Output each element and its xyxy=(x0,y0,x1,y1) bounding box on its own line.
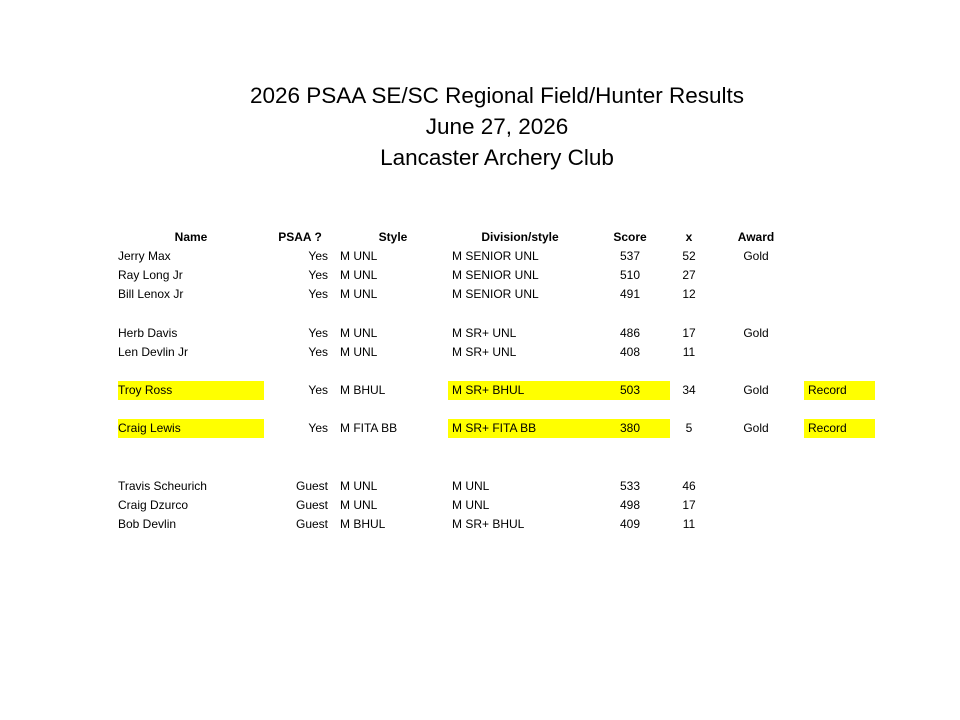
cell-award xyxy=(708,265,804,284)
cell-x: 17 xyxy=(682,498,696,513)
cell-psaa: Yes xyxy=(308,248,328,263)
cell-award xyxy=(708,496,804,515)
table-header-row xyxy=(116,227,875,246)
cell-record xyxy=(804,246,875,265)
cell-psaa: Yes xyxy=(308,267,328,282)
title-line-date: June 27, 2026 xyxy=(425,114,569,139)
cell-score: 486 xyxy=(619,325,641,340)
cell-record xyxy=(804,515,875,534)
table-row-highlighted xyxy=(116,419,875,438)
cell-division-highlighted: M SR+ FITA BB xyxy=(448,419,590,438)
cell-name: Herb Davis xyxy=(118,325,178,340)
cell-style: M UNL xyxy=(340,248,378,263)
cell-name: Jerry Max xyxy=(118,248,171,263)
header-score: Score xyxy=(613,229,647,244)
cell-psaa: Guest xyxy=(295,517,328,532)
table-row-highlighted xyxy=(116,381,875,400)
cell-award xyxy=(708,342,804,361)
spacer-row xyxy=(116,361,875,380)
cell-division: M SR+ BHUL xyxy=(452,517,525,532)
spacer-row xyxy=(116,400,875,419)
cell-score: 408 xyxy=(619,344,641,359)
cell-score: 537 xyxy=(619,248,641,263)
table-row xyxy=(116,323,875,342)
spacer-row xyxy=(116,438,875,457)
header-psaa: PSAA ? xyxy=(278,229,322,244)
cell-style: M FITA BB xyxy=(340,421,398,436)
table-row xyxy=(116,476,875,495)
cell-record-highlighted: Record xyxy=(804,381,875,400)
table-row xyxy=(116,496,875,515)
cell-psaa: Yes xyxy=(308,325,328,340)
cell-award: Gold xyxy=(743,421,769,436)
cell-name xyxy=(116,419,266,438)
cell-record xyxy=(804,265,875,284)
cell-style: M BHUL xyxy=(340,517,386,532)
table-row xyxy=(116,515,875,534)
header-award: Award xyxy=(737,229,775,244)
cell-style: M UNL xyxy=(340,344,378,359)
cell-award xyxy=(708,515,804,534)
table-row xyxy=(116,246,875,265)
cell-name: Craig Dzurco xyxy=(118,498,189,513)
cell-psaa: Yes xyxy=(308,383,328,398)
header-record xyxy=(804,227,875,246)
cell-x: 34 xyxy=(682,383,696,398)
results-table xyxy=(116,227,875,534)
cell-record xyxy=(804,323,875,342)
cell-record xyxy=(804,476,875,495)
cell-division: M SENIOR UNL xyxy=(452,248,539,263)
cell-record-highlighted: Record xyxy=(804,419,875,438)
cell-x: 11 xyxy=(682,517,696,532)
cell-style: M BHUL xyxy=(340,383,386,398)
cell-award xyxy=(708,285,804,304)
cell-record xyxy=(804,285,875,304)
cell-score: 491 xyxy=(619,287,641,302)
cell-x: 46 xyxy=(682,479,696,494)
cell-division: M SR+ UNL xyxy=(452,325,517,340)
cell-score: 510 xyxy=(619,267,641,282)
cell-x: 27 xyxy=(682,267,696,282)
spacer-row xyxy=(116,457,875,476)
cell-x: 11 xyxy=(682,344,696,359)
cell-style: M UNL xyxy=(340,267,378,282)
cell-name: Travis Scheurich xyxy=(118,479,207,494)
table-row xyxy=(116,285,875,304)
cell-style: M UNL xyxy=(340,287,378,302)
cell-psaa: Yes xyxy=(308,344,328,359)
document-title xyxy=(0,80,960,173)
cell-name: Bill Lenox Jr xyxy=(118,287,184,302)
table-row xyxy=(116,342,875,361)
cell-psaa: Yes xyxy=(308,287,328,302)
cell-division-highlighted: M SR+ BHUL xyxy=(448,381,590,400)
highlight-name: Craig Lewis xyxy=(118,419,264,438)
title-line-event: 2026 PSAA SE/SC Regional Field/Hunter Results xyxy=(249,83,744,108)
cell-division: M SENIOR UNL xyxy=(452,267,539,282)
cell-style: M UNL xyxy=(340,479,378,494)
cell-psaa: Guest xyxy=(295,498,328,513)
cell-x: 5 xyxy=(685,421,693,436)
cell-name xyxy=(116,381,266,400)
cell-name: Len Devlin Jr xyxy=(118,344,189,359)
cell-style: M UNL xyxy=(340,498,378,513)
cell-score-highlighted: 503 xyxy=(590,381,670,400)
title-line-venue: Lancaster Archery Club xyxy=(380,145,614,170)
cell-psaa: Guest xyxy=(295,479,328,494)
cell-division: M UNL xyxy=(452,479,490,494)
cell-division: M UNL xyxy=(452,498,490,513)
cell-psaa: Yes xyxy=(308,421,328,436)
cell-score-highlighted: 380 xyxy=(590,419,670,438)
header-division: Division/style xyxy=(481,229,559,244)
cell-award xyxy=(708,476,804,495)
header-style: Style xyxy=(378,229,408,244)
cell-x: 12 xyxy=(682,287,696,302)
cell-score: 498 xyxy=(619,498,641,513)
cell-award: Gold xyxy=(743,248,769,263)
cell-score: 409 xyxy=(619,517,641,532)
spacer-row xyxy=(116,304,875,323)
cell-division: M SENIOR UNL xyxy=(452,287,539,302)
cell-name: Bob Devlin xyxy=(118,517,177,532)
cell-style: M UNL xyxy=(340,325,378,340)
cell-award: Gold xyxy=(743,383,769,398)
highlight-name: Troy Ross xyxy=(118,381,264,400)
cell-division: M SR+ UNL xyxy=(452,344,517,359)
cell-score: 533 xyxy=(619,479,641,494)
cell-award: Gold xyxy=(743,325,769,340)
header-name: Name xyxy=(174,229,208,244)
header-x: x xyxy=(685,229,693,244)
table-row xyxy=(116,265,875,284)
cell-x: 17 xyxy=(682,325,696,340)
cell-x: 52 xyxy=(682,248,696,263)
cell-record xyxy=(804,496,875,515)
cell-record xyxy=(804,342,875,361)
cell-name: Ray Long Jr xyxy=(118,267,183,282)
